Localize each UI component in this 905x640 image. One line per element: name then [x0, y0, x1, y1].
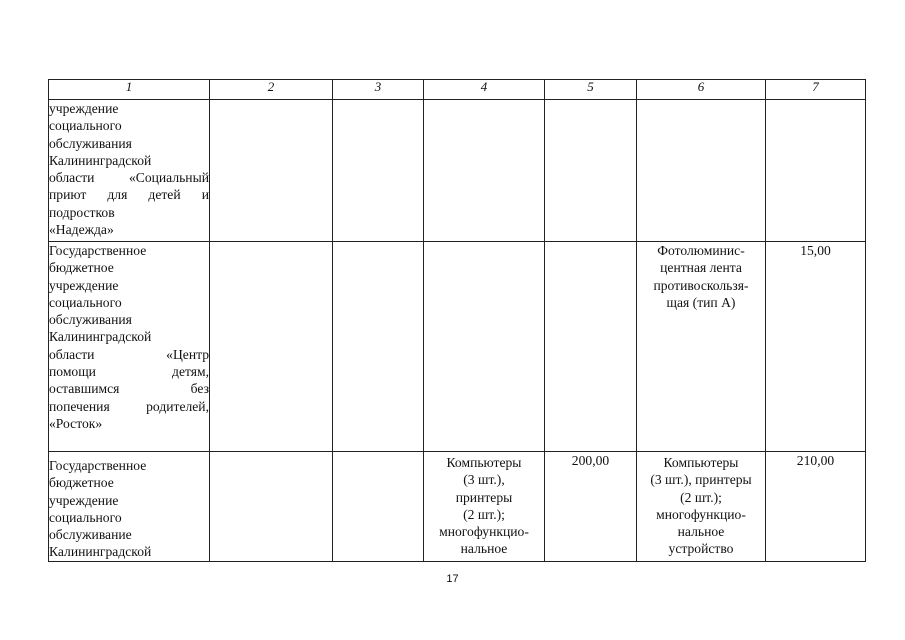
text-line: обслуживания	[49, 135, 132, 151]
amount-cell: 210,00	[766, 452, 866, 562]
text-line: нальное	[677, 524, 725, 540]
text-line: попечения родителей,	[49, 398, 209, 414]
data-table	[48, 79, 866, 562]
text-line: учреждение	[49, 101, 119, 116]
text-line: приют для детей и	[49, 187, 209, 203]
text-line: многофункцио-	[439, 524, 529, 540]
empty-cell	[210, 242, 333, 452]
text-line: «Надежда»	[49, 222, 114, 238]
column-header-1: 1	[49, 80, 210, 100]
table-row	[49, 100, 866, 242]
text-line: Компьютеры	[446, 455, 522, 470]
text-line: (2 шт.);	[463, 506, 505, 522]
equipment-cell	[637, 242, 766, 452]
text-line: подростков	[49, 204, 115, 220]
institution-cell	[49, 100, 210, 242]
empty-cell	[333, 452, 424, 562]
equipment-cell	[424, 452, 545, 562]
text-line: центная лента	[660, 260, 742, 276]
empty-cell	[545, 242, 637, 452]
empty-cell	[545, 100, 637, 242]
text-line: бюджетное	[49, 260, 114, 276]
text-line: Компьютеры	[663, 455, 739, 470]
column-header-2: 2	[210, 80, 333, 100]
page-number: 17	[446, 573, 459, 585]
text-line: обслуживание	[49, 527, 132, 543]
empty-cell	[210, 452, 333, 562]
text-line: многофункцио-	[656, 506, 746, 522]
table-header-row	[49, 80, 866, 100]
text-line: (3 шт.),	[463, 472, 505, 488]
text-line: области «Социальный	[49, 170, 209, 186]
empty-cell	[333, 100, 424, 242]
amount-cell: 200,00	[545, 452, 637, 562]
column-header-3: 3	[333, 80, 424, 100]
empty-cell	[424, 242, 545, 452]
text-line: помощи детям,	[49, 364, 209, 380]
text-line: учреждение	[49, 492, 119, 508]
text-line: оставшимся без	[49, 381, 209, 397]
text-line: щая (тип А)	[666, 294, 736, 310]
text-line: (2 шт.);	[680, 489, 722, 505]
text-line: учреждение	[49, 277, 119, 293]
table-row	[49, 242, 866, 452]
amount-cell: 15,00	[766, 242, 866, 452]
text-line: Государственное	[49, 458, 147, 473]
text-line: Калининградской	[49, 152, 152, 168]
empty-cell	[424, 100, 545, 242]
text-line: «Росток»	[49, 415, 103, 431]
text-line: (3 шт.), принтеры	[650, 472, 752, 488]
empty-cell	[766, 100, 866, 242]
text-line: Государственное	[49, 243, 147, 258]
text-line: обслуживания	[49, 312, 132, 328]
text-line: Калининградской	[49, 329, 152, 345]
text-line: социального	[49, 118, 122, 134]
column-header-5: 5	[545, 80, 637, 100]
empty-cell	[333, 242, 424, 452]
text-line: Калининградской	[49, 544, 152, 560]
column-header-4: 4	[424, 80, 545, 100]
text-line: бюджетное	[49, 475, 114, 491]
text-line: социального	[49, 509, 122, 525]
column-header-6: 6	[637, 80, 766, 100]
text-line: социального	[49, 294, 122, 310]
institution-cell	[49, 242, 210, 452]
text-line: нальное	[460, 541, 508, 557]
text-line: принтеры	[455, 489, 513, 505]
empty-cell	[210, 100, 333, 242]
text-line: противоскользя-	[653, 277, 749, 293]
text-line: области «Центр	[49, 346, 209, 362]
column-header-7: 7	[766, 80, 866, 100]
table-row	[49, 452, 866, 562]
empty-cell	[637, 100, 766, 242]
text-line: Фотолюминис-	[657, 243, 745, 258]
institution-cell	[49, 452, 210, 562]
equipment-cell	[637, 452, 766, 562]
text-line: устройство	[668, 541, 734, 557]
